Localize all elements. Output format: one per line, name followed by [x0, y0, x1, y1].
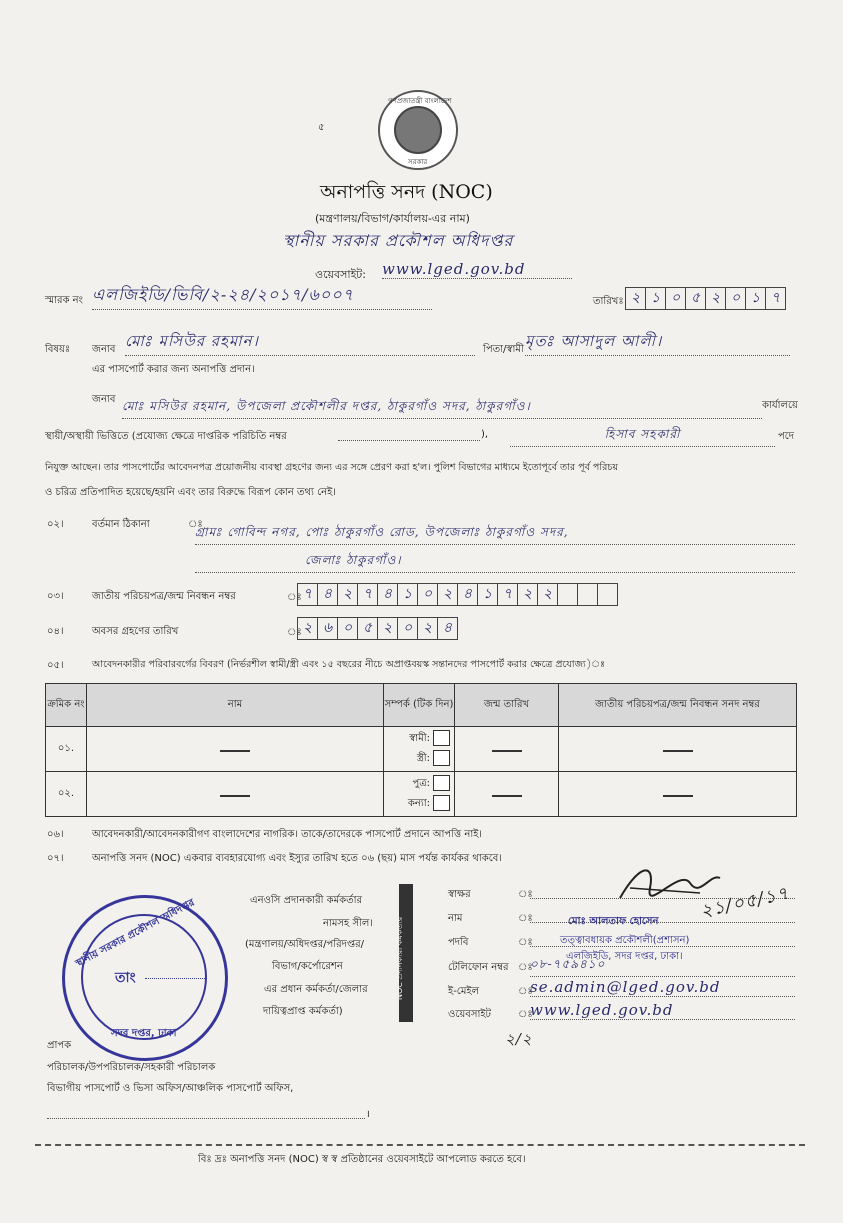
post-value: হিসাব সহকারী	[510, 426, 775, 447]
retire-digit-box: ৪	[437, 617, 458, 640]
retire-digit-box: ০	[337, 617, 357, 640]
retire-date-boxes	[297, 617, 458, 640]
reference-label: স্মারক নং	[45, 295, 83, 306]
government-seal	[378, 90, 458, 170]
item-04-number: ০৪।	[47, 626, 64, 637]
nid-digit-box: ১	[477, 583, 497, 606]
nid-digit-box	[597, 583, 618, 606]
signatory-line: এনওসি প্রদানকারী কর্মকর্তার	[250, 895, 363, 906]
relation-label: পুত্র:	[412, 778, 430, 789]
row-dob-cell	[455, 727, 559, 772]
sign-date: ২১/০৫/১৭	[698, 882, 792, 923]
officer-stamp-name: মোঃ আলতাফ হোসেন	[568, 916, 659, 927]
page-title: অনাপত্তি সনদ (NOC)	[320, 181, 493, 203]
date-digit-box: ৭	[765, 287, 786, 310]
colon: ঃ	[518, 889, 533, 900]
relation-label: স্ত্রী:	[416, 753, 430, 764]
item-02-number: ০২।	[47, 519, 64, 530]
colon: ঃ	[518, 1009, 533, 1020]
nid-digit-box: ২	[537, 583, 557, 606]
nid-digit-box: ২	[337, 583, 357, 606]
nid-digit-box: ১	[397, 583, 417, 606]
field-email-value: se.admin@lged.gov.bd	[530, 978, 795, 997]
address-line2: জেলাঃ ঠাকুরগাঁও।	[195, 552, 795, 573]
nid-digit-box	[557, 583, 577, 606]
website-value: www.lged.gov.bd	[382, 260, 572, 279]
subject-name: মোঃ মসিউর রহমান।	[125, 330, 475, 356]
signatory-line: বিভাগ/কর্পোরেশন	[272, 961, 343, 972]
date-digit-box: ২	[625, 287, 645, 310]
office-round-stamp	[62, 895, 228, 1061]
official-id-field	[338, 440, 480, 441]
family-label: আবেদনকারীর পরিবারবর্গের বিবরণ (নির্ভরশীল স্বামী/স্ত্রী এবং ১৫ বছরের নীচে অপ্রাপ্তবয়স্ক সন্তানদের পাসপোর্ট করার ক্ষেত্রে প্রযোজ্য)ঃ	[92, 659, 606, 670]
retire-label: অবসর গ্রহণের তারিখ	[92, 626, 179, 637]
row-name-cell	[87, 727, 384, 772]
header-relation: সম্পর্ক (টিক দিন)	[384, 684, 455, 727]
row-nid-cell	[559, 727, 797, 772]
colon: ঃ	[518, 937, 533, 948]
row-serial: ০২.	[46, 772, 87, 817]
item-03-number: ০৩।	[47, 591, 64, 602]
relation-label: কন্যা:	[407, 798, 430, 809]
colon: ঃ	[188, 519, 203, 530]
officer-stamp-post: তত্ত্বাবধায়ক প্রকৌশলী(প্রশাসন)	[560, 935, 690, 946]
relation-checkbox[interactable]	[433, 795, 450, 811]
recipient-line3	[47, 1118, 365, 1119]
signatory-line: (মন্ত্রণালয়/অধিদপ্তর/পরিদপ্তর/	[245, 939, 365, 950]
header-nid: জাতীয় পরিচয়পত্র/জন্ম নিবন্ধন সনদ নম্বর	[559, 684, 797, 727]
nid-digit-box: ৪	[317, 583, 337, 606]
nid-digit-box: ২	[517, 583, 537, 606]
stamp-text: স্থানীয় সরকার প্রকৌশল অধিদপ্তর	[73, 897, 197, 970]
relation-checkbox[interactable]	[433, 750, 450, 766]
subject-purpose: এর পাসপোর্ট করার জন্য অনাপত্তি প্রদান।	[92, 364, 255, 375]
nid-digit-box: ৭	[497, 583, 517, 606]
nid-digit-box: ৭	[297, 583, 317, 606]
stamp-date-line	[145, 978, 205, 979]
body-janab: জনাব	[92, 394, 116, 405]
relation-checkbox[interactable]	[433, 775, 450, 791]
family-table	[45, 683, 797, 817]
row-nid-cell	[559, 772, 797, 817]
nid-digit-box: ০	[417, 583, 437, 606]
recipient-line3-end: ।	[366, 1109, 370, 1120]
seal-emblem-icon	[394, 106, 442, 154]
nid-digit-box: ৪	[377, 583, 397, 606]
colon: ঃ	[287, 627, 302, 638]
nid-label: জাতীয় পরিচয়পত্র/জন্ম নিবন্ধন নম্বর	[92, 591, 236, 602]
date-digit-box: ২	[705, 287, 725, 310]
footer-note: বিঃ দ্রঃ অনাপত্তি সনদ (NOC) স্ব স্ব প্রতিষ্ঠানের ওয়েবসাইটে আপলোড করতে হবে।	[198, 1154, 526, 1165]
retire-digit-box: ২	[377, 617, 397, 640]
reference-value: এলজিইডি/ভিবি/২-২৪/২০১৭/৬০০৭	[92, 282, 432, 310]
colon: ঃ	[518, 962, 533, 973]
website-label: ওয়েবসাইট:	[315, 268, 366, 281]
field-label-phone: টেলিফোন নম্বর	[448, 962, 509, 973]
body-line2-start: স্থায়ী/অস্থায়ী ভিত্তিতে (প্রযোজ্য ক্ষেত্রে দাপ্তরিক পরিচিতি নম্বর	[45, 431, 287, 442]
retire-digit-box: ৫	[357, 617, 377, 640]
citizen-text: আবেদনকারী/আবেদনকারীগণ বাংলাদেশের নাগরিক। তাকে/তাদেরকে পাসপোর্ট প্রদানে আপত্তি নাই।	[92, 829, 483, 840]
colon: ঃ	[518, 913, 533, 924]
date-digit-box: ১	[745, 287, 765, 310]
nid-boxes	[297, 583, 618, 606]
item-05-number: ০৫।	[47, 660, 64, 671]
validity-text: অনাপত্তি সনদ (NOC) একবার ব্যবহারযোগ্য এবং ইস্যুর তারিখ হতে ০৬ (ছয়) মাস পর্যন্ত কার্যকর থাকবে।	[92, 853, 502, 864]
father-value: মৃতঃ আসাদুল আলী।	[525, 330, 790, 356]
subject-label: বিষয়ঃ	[45, 344, 71, 355]
date-boxes	[625, 287, 786, 310]
header-serial: ক্রমিক নং	[46, 684, 87, 727]
nid-digit-box	[577, 583, 597, 606]
address-line1: গ্রামঃ গোবিন্দ নগর, পোঃ ঠাকুরগাঁও রোড, উপজেলাঃ ঠাকুরগাঁও সদর,	[195, 524, 795, 545]
body-line2-mid: ),	[481, 429, 489, 440]
row-relation-cell	[384, 772, 455, 817]
office-subtitle: (মন্ত্রণালয়/বিভাগ/কার্যালয়-এর নাম)	[315, 212, 470, 225]
office-name: স্থানীয় সরকার প্রকৌশল অধিদপ্তর	[283, 231, 514, 250]
row-name-cell	[87, 772, 384, 817]
footer-divider	[35, 1144, 805, 1146]
signatory-line: দায়িত্বপ্রাপ্ত কর্মকর্তা)	[263, 1006, 343, 1017]
address-label: বর্তমান ঠিকানা	[92, 519, 150, 530]
nid-digit-box: ৪	[457, 583, 477, 606]
nid-digit-box: ৭	[357, 583, 377, 606]
colon: ঃ	[518, 986, 533, 997]
nid-digit-box: ২	[437, 583, 457, 606]
stamp-date-label: তাং	[115, 970, 136, 986]
header-dob: জন্ম তারিখ	[455, 684, 559, 727]
field-label-email: ই-মেইল	[448, 986, 480, 997]
retire-digit-box: ২	[417, 617, 437, 640]
office-suffix: কার্যালয়ে	[762, 400, 798, 411]
father-label: পিতা/স্বামী	[483, 344, 524, 355]
subject-janab: জনাব	[92, 344, 116, 355]
family-table-header	[46, 684, 797, 727]
body-line4: ও চরিত্র প্রতিপাদিত হয়েছে/হয়নি এবং তার বিরুদ্ধে বিরূপ কোন তথ্য নেই।	[45, 487, 336, 498]
item-06-number: ০৬।	[47, 829, 64, 840]
retire-digit-box: ৬	[317, 617, 337, 640]
retire-digit-box: ০	[397, 617, 417, 640]
body-name-office: মোঃ মসিউর রহমান, উপজেলা প্রকৌশলীর দপ্তর, ঠাকুরগাঁও সদর, ঠাকুরগাঁও।	[122, 398, 762, 419]
recipient-label: প্রাপক	[47, 1040, 72, 1051]
field-label-website: ওয়েবসাইট	[448, 1009, 491, 1020]
row-dob-cell	[455, 772, 559, 817]
recipient-line2: বিভাগীয় পাসপোর্ট ও ভিসা অফিস/আঞ্চলিক পাসপোর্ট অফিস,	[47, 1083, 294, 1094]
date-label: তারিখঃ	[593, 296, 624, 307]
date-digit-box: ৫	[685, 287, 705, 310]
field-label-post: পদবি	[448, 937, 469, 948]
recipient-line1: পরিচালক/উপপরিচালক/সহকারী পরিচালক	[47, 1062, 216, 1073]
post-suffix: পদে	[778, 431, 795, 442]
date-digit-box: ০	[665, 287, 685, 310]
signatory-line: এর প্রধান কর্মকর্তা/জেলার	[264, 984, 368, 995]
field-phone-value: ০৮-৭৫৯৪১০	[530, 956, 795, 977]
retire-digit-box: ২	[297, 617, 317, 640]
stamp-bottom-text: সদর দপ্তর, ঢাকা	[111, 1028, 177, 1039]
table-row	[46, 727, 797, 772]
field-label-name: নাম	[448, 913, 463, 924]
field-website-value: www.lged.gov.bd	[530, 1001, 795, 1020]
relation-label: স্বামী:	[409, 733, 430, 744]
field-label-signature: স্বাক্ষর	[448, 889, 471, 900]
page-mark: ৫	[318, 122, 325, 133]
note-mark: ২/২	[505, 1030, 533, 1048]
row-serial: ০১.	[46, 727, 87, 772]
signatory-line: নামসহ সীল।	[323, 918, 373, 929]
vertical-label: NOC প্রদানকারী কর্মকর্তার	[395, 916, 404, 1000]
item-07-number: ০৭।	[47, 853, 64, 864]
date-digit-box: ০	[725, 287, 745, 310]
date-digit-box: ১	[645, 287, 665, 310]
row-relation-cell	[384, 727, 455, 772]
relation-checkbox[interactable]	[433, 730, 450, 746]
colon: ঃ	[287, 592, 302, 603]
seal-bottom-text: সরকার	[408, 158, 428, 166]
seal-top-text: গণপ্রজাতন্ত্রী বাংলাদেশ	[388, 97, 452, 105]
body-line3: নিযুক্ত আছেন। তার পাসপোর্টের আবেদনপত্র প্রয়োজনীয় ব্যবস্থা গ্রহণের জন্য এর সঙ্গে প্রেরণ করা হ'ল। পুলিশ বিভাগের মাধ্যমে ইতোপূর্বে তার পূর্ব পরিচয়	[45, 462, 619, 473]
header-name: নাম	[87, 684, 384, 727]
table-row	[46, 772, 797, 817]
officer-stamp-office: এলজিইডি, সদর দপ্তর, ঢাকা।	[566, 951, 683, 962]
